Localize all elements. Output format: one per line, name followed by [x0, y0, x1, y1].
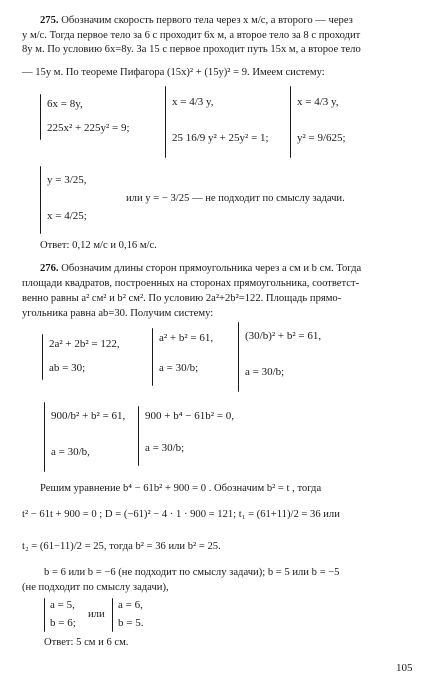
system-276-2-eq2: a = 30/b;: [159, 362, 199, 374]
system-275-4-eq1: y = 3/25,: [47, 174, 87, 186]
system-275-2-eq1: x = 4/3 y,: [172, 96, 214, 108]
problem-276-line-2: площади квадратов, построенных на сторонах прямоугольника, соответст-: [22, 278, 360, 289]
system-276-2-eq1: a² + b² = 61,: [159, 332, 214, 344]
system-276-3-eq1: (30/b)² + b² = 61,: [245, 330, 322, 342]
system-276-3: [238, 322, 322, 392]
system-275-1-eq2: 225x² + 225y² = 9;: [47, 122, 130, 134]
system-275-3-eq1: x = 4/3 y,: [297, 96, 339, 108]
system-276-7-eq2: b = 5.: [118, 617, 144, 629]
system-276-4-eq2: a = 30/b,: [51, 446, 90, 458]
problem-276-solve-3: t₂ = (61−11)/2 = 25, тогда b² = 36 или b² = 25.: [22, 541, 221, 552]
problem-275-line-4: — 15y м. По теореме Пифагора (15x)² + (15y)² = 9. Имеем систему:: [22, 67, 325, 78]
problem-275-answer: Ответ: 0,12 м/с и 0,16 м/с.: [40, 240, 157, 251]
system-275-2-eq2: 25 16/9 y² + 25y² = 1;: [172, 132, 269, 144]
problem-275-rejected-root: или y = − 3/25 — не подходит по смыслу задачи.: [126, 193, 345, 204]
system-276-1-eq2: ab = 30;: [49, 362, 86, 374]
problem-276-line-4: угольника равна ab=30. Получим систему:: [22, 308, 214, 319]
system-275-3-eq2: y² = 9/625;: [297, 132, 346, 144]
system-275-1: [40, 94, 130, 140]
system-276-1: [42, 334, 120, 380]
problem-276-text-1: Обозначим длины сторон прямоугольника через a см и b см. Тогда: [61, 263, 362, 274]
system-276-6-eq2: b = 6;: [50, 617, 76, 629]
system-275-3: [290, 86, 346, 158]
problem-276-solve-1: Решим уравнение b⁴ − 61b² + 900 = 0 . Обозначим b² = t , тогда: [40, 483, 322, 494]
problem-275-line-1: [40, 14, 353, 27]
system-276-7: [112, 598, 144, 632]
system-276-5-eq2: a = 30/b;: [145, 442, 185, 454]
system-276-2: [152, 328, 214, 386]
system-276-4-eq1: 900/b² + b² = 61,: [51, 410, 126, 422]
system-275-2: [165, 86, 269, 158]
problem-276-or: или: [88, 609, 105, 620]
problem-275-line-3: 8y м. По условию 6x=8y. За 15 с первое проходит путь 15x м, а второе тело: [22, 44, 361, 55]
system-275-4: [40, 166, 87, 234]
problem-276-solve-5: (не подходит по смыслу задачи),: [22, 582, 169, 593]
problem-275-number: 275.: [40, 15, 59, 26]
problem-276-line-1: [40, 262, 361, 275]
system-276-1-eq1: 2a² + 2b² = 122,: [49, 338, 120, 350]
system-275-4-eq2: x = 4/25;: [47, 210, 87, 222]
system-276-7-eq1: a = 6,: [118, 599, 143, 611]
problem-276-answer: Ответ: 5 см и 6 см.: [44, 637, 129, 648]
problem-276-line-3: венно равны a² см² и b² см². По условию 2a²+2b²=122. Площадь прямо-: [22, 293, 342, 304]
system-276-5: [138, 406, 234, 466]
system-275-1-eq1: 6x = 8y,: [47, 98, 83, 110]
page-number: 105: [396, 662, 413, 674]
problem-275-line-2: y м/с. Тогда первое тело за 6 с проходит 6x м, а второе тело за 8 с проходит: [22, 30, 361, 41]
system-276-4: [44, 402, 126, 472]
problem-276-number: 276.: [40, 263, 59, 274]
problem-275-text-1: Обозначим скорость первого тела через x м/с, а второго — через: [61, 15, 353, 26]
problem-276-solve-4: b = 6 или b = −6 (не подходит по смыслу задачи); b = 5 или b = −5: [44, 567, 340, 578]
system-276-6-eq1: a = 5,: [50, 599, 75, 611]
problem-276-solve-2: t² − 61t + 900 = 0 ; D = (−61)² − 4 · 1 · 900 = 121; t₁ = (61+11)/2 = 36 или: [22, 509, 340, 520]
system-276-6: [44, 598, 76, 632]
system-276-3-eq2: a = 30/b;: [245, 366, 285, 378]
system-276-5-eq1: 900 + b⁴ − 61b² = 0,: [145, 410, 234, 422]
